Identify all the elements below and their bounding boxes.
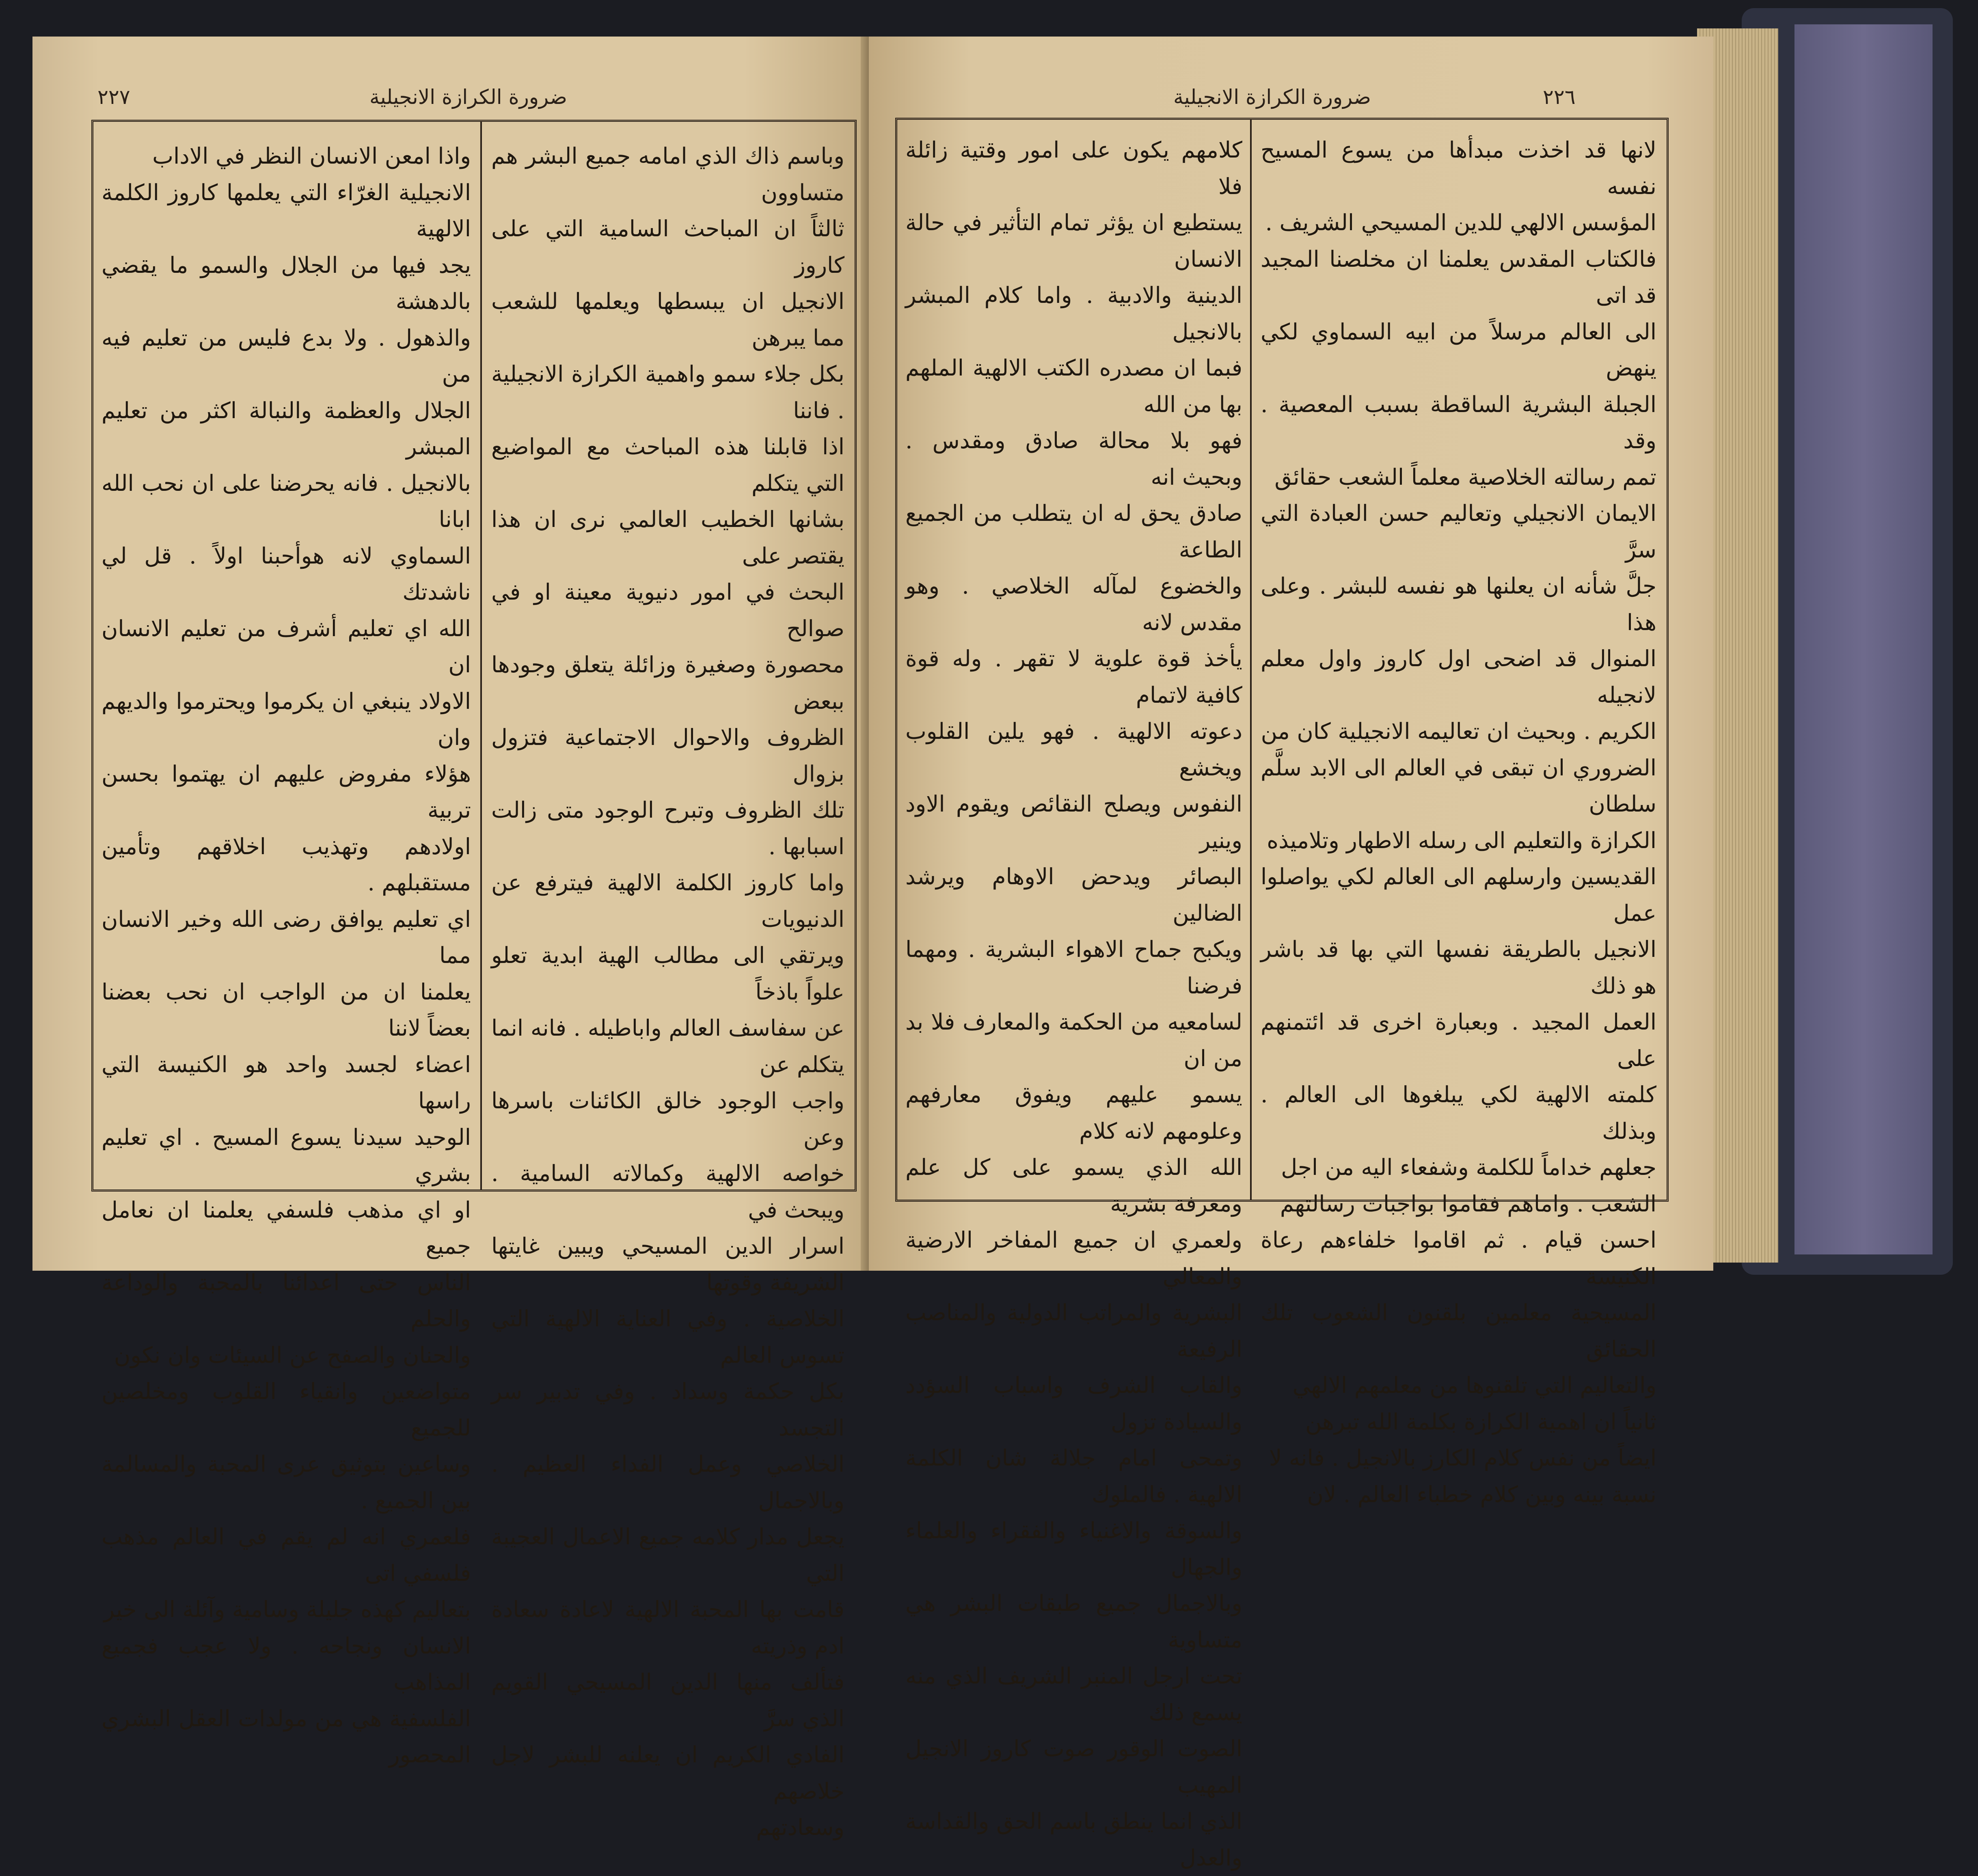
- line: جلَّ شأنه ان يعلنها هو نفسه للبشر . وعلى هذا: [1261, 573, 1656, 635]
- line: ثالثاً ان المباحث السامية التي على كاروز: [491, 216, 844, 278]
- line: السماوي لانه هوأحبنا اولاً . قل لي ناشدتك: [101, 542, 471, 605]
- line: دعوته الالهية . فهو يلين القلوب ويخشع: [905, 718, 1242, 781]
- line: جعلهم خداماً للكلمة وشفعاء اليه من اجل: [1281, 1154, 1656, 1180]
- line: او اي مذهب فلسفي يعلمنا ان نعامل جميع: [101, 1196, 471, 1259]
- line: الاولاد ينبغي ان يكرموا ويحترموا والديهم وان: [101, 688, 471, 750]
- line: الفادي الكريم ان يعلنه للبشر لاجل خلاصهم: [491, 1742, 844, 1804]
- line: اذا قابلنا هذه المباحث مع المواضيع التي يتكلم: [491, 434, 844, 496]
- line: الصوت الوقور صوت كاروز الانجيل المهيب: [905, 1736, 1242, 1798]
- line: الجلال والعظمة والنبالة اكثر من تعليم المبشر: [101, 397, 471, 460]
- page-number: ٢٢٦: [1543, 85, 1576, 109]
- line: فالكتاب المقدس يعلمنا ان مخلصنا المجيد قد اتى: [1261, 246, 1656, 308]
- line: يسمو عليهم ويفوق معارفهم وعلومهم لانه كلام: [905, 1082, 1242, 1144]
- line: بكل جلاء سمو واهمية الكرازة الانجيلية . فاننا: [491, 361, 844, 423]
- line: هؤلاء مفروض عليهم ان يهتموا بحسن تربية: [101, 760, 471, 823]
- column-right: [1261, 132, 1656, 1507]
- line: الانسان ونجاحه . ولا عجب فجميع المذاهب: [101, 1632, 471, 1695]
- line: قامت بها المحبة الالهية لاعادة سعادة ادم وذريته: [491, 1596, 844, 1659]
- line: بشانها الخطيب العالمي نرى ان هذا يقتصر على: [491, 506, 844, 569]
- line: بكل حكمة وسداد . وفي تدبير سر التجسد: [491, 1378, 844, 1441]
- line: اولادهم وتهذيب اخلاقهم وتأمين مستقبلهم .: [101, 833, 471, 896]
- line: واجب الوجود خالق الكائنات باسرها وعن: [491, 1088, 844, 1150]
- line: فلعمري انه لم يقم في العالم مذهب فلسفي اتى: [101, 1524, 471, 1586]
- line: اي تعليم يوافق رضى الله وخير الانسان مما: [101, 906, 471, 968]
- line: الجبلة البشرية الساقطة بسبب المعصية . وقد: [1261, 391, 1656, 453]
- line: صادق يحق له ان يتطلب من الجميع الطاعة: [905, 500, 1242, 563]
- line: القديسين وارسلهم الى العالم لكي يواصلوا عمل: [1261, 864, 1656, 926]
- line: الذي انما ينطق باسم الحق والقداسة والعدل: [905, 1808, 1242, 1871]
- column-divider: [480, 122, 482, 1190]
- column-left: [101, 138, 471, 1768]
- line: الخلاصية . وفي العناية الالهية التي تسوس العالم: [491, 1306, 844, 1368]
- line: فهو بلا محالة صادق ومقدس . وبحيث انه: [905, 427, 1242, 490]
- line: واما كاروز الكلمة الالهية فيترفع عن الدنيويات: [491, 870, 844, 932]
- line: والتعاليم التي تلقنوها من معلمهم الالهي: [1292, 1372, 1656, 1398]
- line: النفوس ويصلح النقائص ويقوم الاود وينير: [905, 791, 1242, 853]
- line: ثانياً ان اهمية الكرازة بكلمة الله تبرهن: [1305, 1408, 1656, 1435]
- line: الانجيلية الغرّاء التي يعلمها كاروز الكلمة الالهية: [101, 179, 471, 242]
- line: والذهول . ولا بدع فليس من تعليم فيه من: [101, 324, 471, 387]
- line: الكرازة والتعليم الى رسله الاطهار وتلاميذه: [1267, 827, 1656, 853]
- line: ويكبح جماح الاهواء البشرية . ومهما فرضنا: [905, 936, 1242, 999]
- line: البشرية والمراتب الدولية والمناصب الرفيعة: [905, 1300, 1242, 1362]
- line: العمل المجيد . وبعبارة اخرى قد ائتمنهم على: [1261, 1009, 1656, 1071]
- line: المؤسس الالهي للدين المسيحي الشريف .: [1265, 209, 1656, 235]
- line: فبما ان مصدره الكتب الالهية الملهم بها من الله: [905, 355, 1242, 417]
- line: الدينية والادبية . واما كلام المبشر بالانجيل: [905, 282, 1242, 345]
- line: والقاب الشرف واسباب السؤدد والسيادة تزول: [905, 1372, 1242, 1435]
- line: بالانجيل . فانه يحرضنا على ان نحب الله ابانا: [101, 470, 471, 532]
- line: الانجيل بالطريقة نفسها التي بها قد باشر هو ذلك: [1261, 936, 1656, 999]
- line: والخضوع لمآله الخلاصي . وهو مقدس لانه: [905, 573, 1242, 635]
- line: اعضاء لجسد واحد هو الكنيسة التي راسها: [101, 1051, 471, 1114]
- line: البصائر ويدحض الاوهام ويرشد الضالين: [905, 864, 1242, 926]
- line: الى العالم مرسلاً من ابيه السماوي لكي ينهض: [1261, 318, 1656, 381]
- line: الانجيل ان يبسطها ويعلمها للشعب مما يبرهن: [491, 288, 844, 351]
- line: يأخذ قوة علوية لا تقهر . وله قوة كافية لاتمام: [905, 645, 1242, 708]
- line: يجد فيها من الجلال والسمو ما يقضي بالدهشة: [101, 252, 471, 314]
- column-left: [905, 132, 1242, 1871]
- line: كلمته الالهية لكي يبلغوها الى العالم . وبذلك: [1261, 1082, 1656, 1144]
- right-page: [869, 37, 1713, 1871]
- line: تمم رسالته الخلاصية معلماً الشعب حقائق: [1274, 464, 1656, 490]
- line: فتألف منها الدين المسيحي القويم الذي سرَّ: [491, 1669, 844, 1731]
- line: ايضاً من نفس كلام الكارز بالانجيل . فانه لا: [1269, 1445, 1656, 1471]
- line: نسبة بينه وبين كلام خطباء العالم . لان: [1307, 1481, 1656, 1507]
- line: كلامهم يكون على امور وقتية زائلة فلا: [905, 137, 1242, 199]
- column-right: [491, 138, 844, 1840]
- line: ولعمري ان جميع المفاخر الارضية والمعالي: [905, 1227, 1242, 1289]
- column-divider: [1250, 120, 1252, 1200]
- line: واذا امعن الانسان النظر في الاداب: [152, 143, 471, 169]
- line: محصورة وصغيرة وزائلة يتعلق وجودها ببعض: [491, 652, 844, 714]
- line: اسرار الدين المسيحي ويبين غايتها الشريفة وقوتها: [491, 1233, 844, 1295]
- line: لانها قد اخذت مبدأها من يسوع المسيح نفسه: [1261, 137, 1656, 199]
- line: وسعادتهم: [756, 1814, 844, 1840]
- running-head: ضرورة الكرازة الانجيلية: [369, 85, 568, 109]
- line: يستطيع ان يؤثر تمام التأثير في حالة الانسان: [905, 209, 1242, 272]
- line: المسيحية معلمين بلقنون الشعوب تلك الحقائق: [1261, 1300, 1656, 1362]
- line: الايمان الانجيلي وتعاليم حسن العبادة التي سرَّ: [1261, 500, 1656, 563]
- line: وبالاجمال جميع طبقات البشر هي متساوية: [905, 1590, 1242, 1653]
- left-page: [32, 37, 869, 1840]
- line: المنوال قد اضحى اول كاروز واول معلم لانجيله: [1261, 645, 1656, 708]
- line: متواضعين وانقياء القلوب ومخلصين للجميع: [101, 1378, 471, 1441]
- line: وساعين بتوثيق عرى المحبة والمسالمة بين الجميع .: [101, 1451, 471, 1513]
- line: الوحيد سيدنا يسوع المسيح . اي تعليم بشري: [101, 1124, 471, 1186]
- line: احسن قيام . ثم اقاموا خلفاءهم رعاة الكنيسة: [1261, 1227, 1656, 1289]
- line: والحنان والصفح عن السيئات وان نكون: [114, 1342, 471, 1368]
- line: يجعل مدار كلامه جميع الاعمال العجيبة التي: [491, 1524, 844, 1586]
- line: وتمحى امام جلالة شان الكلمة الالهية . فالملوك: [905, 1445, 1242, 1507]
- line: الله اي تعليم أشرف من تعليم الانسان ان: [101, 615, 471, 678]
- line: بتعاليم كهذه جليلة وسامية وآئلة الى خير: [104, 1596, 471, 1622]
- cover-cloth: [1794, 24, 1933, 1254]
- line: الظروف والاحوال الاجتماعية فتزول بزوال: [491, 724, 844, 787]
- line: ويرتقي الى مطالب الهية ابدية تعلو علواً باذخاً: [491, 942, 844, 1005]
- line: عن سفاسف العالم واباطيله . فانه انما يتكلم عن: [491, 1015, 844, 1077]
- line: الناس حتى اعدائنا بالمحبة والوداعة والحلم: [101, 1269, 471, 1332]
- line: والسوقة والاغنياء والفقراء والعلماء والجهال: [905, 1518, 1242, 1580]
- line: الشعب . واماهم فقاموا بواجبات رسالتهم: [1280, 1190, 1656, 1217]
- line: يعلمنا ان من الواجب ان نحب بعضنا بعضاً لاننا: [101, 978, 471, 1041]
- line: الضروري ان تبقى في العالم الى الابد سلَّم سلطان: [1261, 754, 1656, 817]
- line: تحت ارجل المنبر الشريف الذي منه يسمع ذلك: [905, 1663, 1242, 1725]
- line: الخلاصي وعمل الفداء العظيم . وبالاجمال: [491, 1451, 844, 1513]
- page-number: ٢٢٧: [97, 85, 130, 109]
- line: خواصه الالهية وكمالاته السامية . ويبحث في: [491, 1160, 844, 1223]
- line: تلك الظروف وتبرح الوجود متى زالت اسبابها .: [491, 797, 844, 859]
- line: لسامعيه من الحكمة والمعارف فلا بد من ان: [905, 1009, 1242, 1071]
- line: الفلسفية هي من مولدات العقل البشري المحصور: [101, 1705, 471, 1768]
- line: البحث في امور دنيوية معينة او في صوالح: [491, 579, 844, 641]
- line: الله الذي يسمو على كل علم ومعرفة بشرية: [905, 1154, 1242, 1217]
- running-head: ضرورة الكرازة الانجيلية: [1173, 85, 1371, 109]
- line: الكريم . وبحيث ان تعاليمه الانجيلية كان من: [1261, 718, 1656, 744]
- line: وباسم ذاك الذي امامه جميع البشر هم متساوون: [491, 143, 844, 205]
